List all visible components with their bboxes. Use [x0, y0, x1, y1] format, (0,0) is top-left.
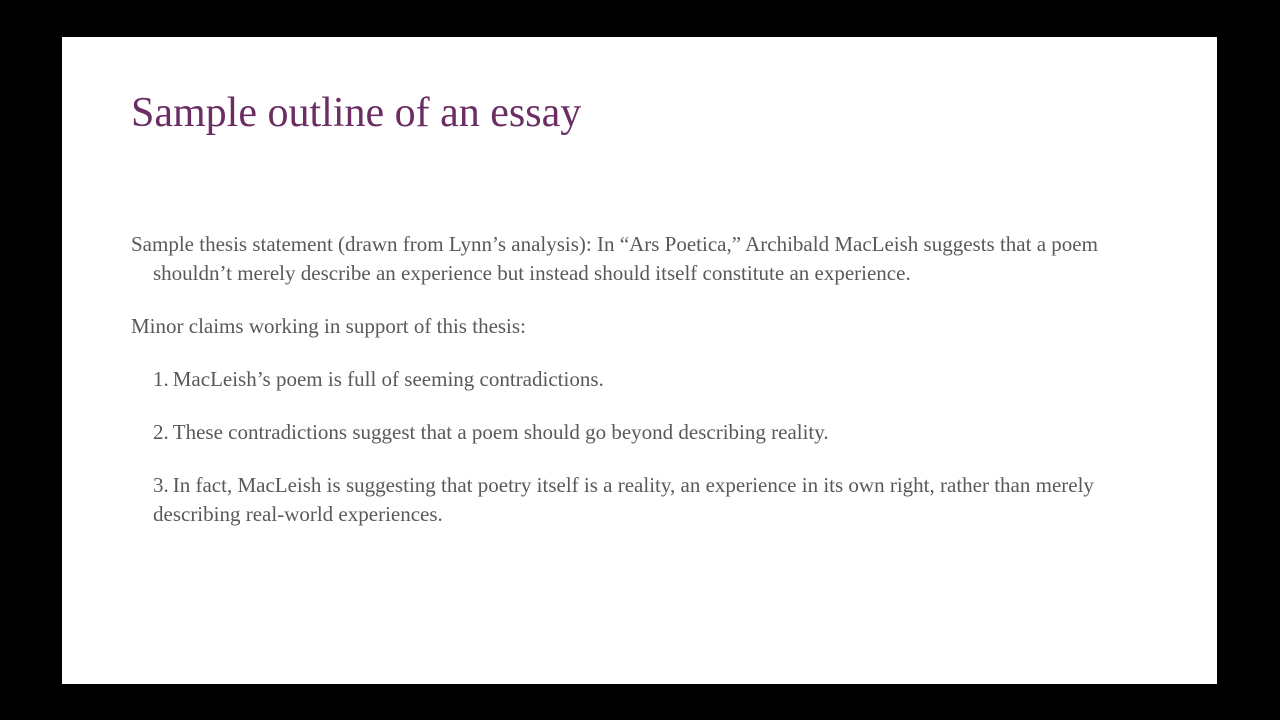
claim-text: These contradictions suggest that a poem should go beyond describing reality. — [172, 420, 829, 444]
claim-item — [131, 418, 1141, 447]
claim-number: 1. — [153, 367, 169, 391]
slide — [62, 37, 1217, 684]
claim-text: MacLeish’s poem is full of seeming contradictions. — [172, 367, 604, 391]
claims-list — [131, 365, 1141, 529]
slide-body — [131, 230, 1141, 553]
thesis-statement: Sample thesis statement (drawn from Lynn’s analysis): In “Ars Poetica,” Archibald MacLeish suggests that a poem shouldn’t merely describe an experience but instead should itself constitute an experience. — [131, 232, 1098, 285]
claim-number: 2. — [153, 420, 169, 444]
minor-claims-intro: Minor claims working in support of this thesis: — [131, 314, 526, 338]
claim-item — [131, 365, 1141, 394]
claim-number: 3. — [153, 473, 169, 497]
slide-title: Sample outline of an essay — [131, 90, 582, 136]
claim-text: In fact, MacLeish is suggesting that poetry itself is a reality, an experience in its own right, rather than merely describing real-world experiences. — [153, 473, 1094, 526]
claim-item — [131, 471, 1141, 529]
